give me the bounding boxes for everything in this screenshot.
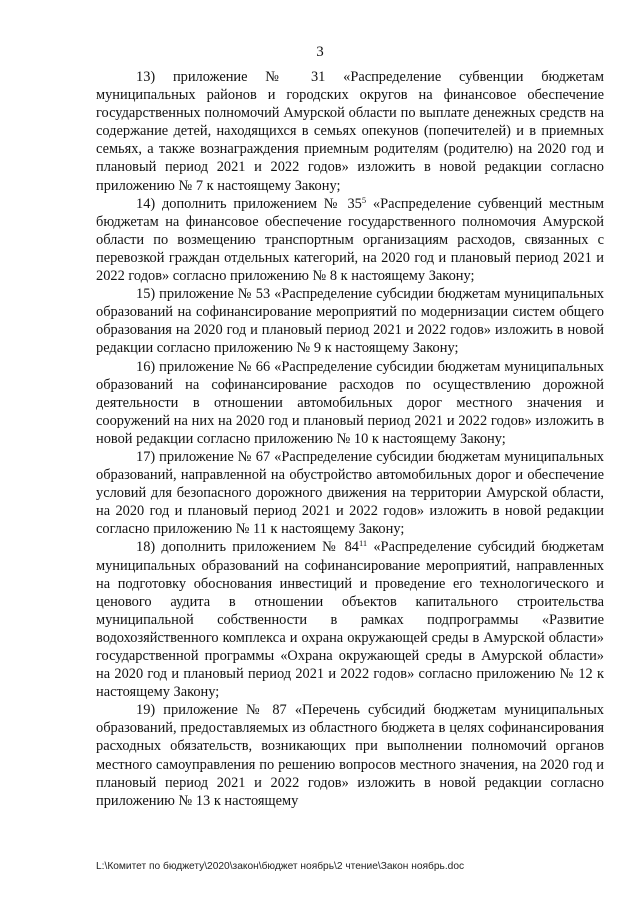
item-text: 18) дополнить приложением № 84: [136, 539, 359, 556]
list-item-13: 13) приложение № 31 «Распределение субвенции бюджетам муниципальных районов и городских округов на финансовое обеспечение государственных полномочий Амурской области по выплате денежных средств на содержание детей, находящихся в семьях опекунов (попечителей) и в приемных семьях, а также вознаграждения приемным родителям (родителю) на 2020 год и плановый период 2021 и 2022 годов» изложить в новой редакции согласно приложению № 7 к настоящему Закону;: [96, 69, 604, 194]
list-item-15: 15) приложение № 53 «Распределение субсидии бюджетам муниципальных образований на софинансирование мероприятий по модернизации систем общего образования на 2020 год и плановый период 2021 и 2022 годов» изложить в новой редакции согласно приложению № 9 к настоящему Закону;: [96, 286, 604, 357]
list-item-16: 16) приложение № 66 «Распределение субсидии бюджетам муниципальных образований на софинансирование расходов по осуществлению дорожной деятельности в отношении автомобильных дорог местного значения и сооружений на них на 2020 год и плановый период 2021 и 2022 годов» изложить в новой редакции согласно приложению № 10 к настоящему Закону;: [96, 358, 604, 447]
page-number: 3: [316, 44, 324, 60]
item-text: «Распределение субсидий бюджетам муниципальных образований на софинансирование мероприятий, направленных на подготовку обоснования инвестиций и проведение его технологического и ценового аудита в отношении объектов капитального строительства муниципальной собственности в рамках подпрограммы «Развитие водохозяйственного комплекса и охрана окружающей среды в Амурской области» государственной программы «Охрана окружающей среды в Амурской области» на 2020 год и плановый период 2021 и 2022 годов» согласно приложению № 12 к настоящему Закону;: [96, 539, 604, 701]
list-item-14: [96, 195, 604, 285]
item-text: 14) дополнить приложением № 35: [136, 195, 362, 212]
list-item-19: 19) приложение № 87 «Перечень субсидий бюджетам муниципальных образований, предоставляемых из областного бюджета в целях софинансирования расходных обязательств, возникающих при выполнении полномочий органов местного самоуправления по решению вопросов местного значения, на 2020 год и плановый период 2021 и 2022 годов» изложить в новой редакции согласно приложению № 13 к настоящему: [96, 702, 604, 809]
document-body: [96, 68, 604, 810]
list-item-17: 17) приложение № 67 «Распределение субсидии бюджетам муниципальных образований, направленной на обустройство автомобильных дорог и обеспечение условий для безопасного дорожного движения на территории Амурской области, на 2020 год и плановый период 2021 и 2022 годов» изложить в новой редакции согласно приложению № 11 к настоящему Закону;: [96, 448, 604, 538]
item-text: «Распределение субвенций местным бюджетам на финансовое обеспечение государственного полномочия Амурской области по возмещению транспортным организациям расходов, связанных с перевозкой граждан отдельных категорий, на 2020 год и плановый период 2021 и 2022 годов» согласно приложению № 8 к настоящему Закону;: [96, 195, 604, 285]
file-path-footer: L:\Комитет по бюджету\2020\закон\бюджет ноябрь\2 чтение\Закон ноябрь.doc: [96, 861, 465, 872]
superscript-index: 5: [361, 194, 367, 205]
superscript-index: 11: [358, 538, 368, 549]
list-item-18: [96, 538, 604, 701]
